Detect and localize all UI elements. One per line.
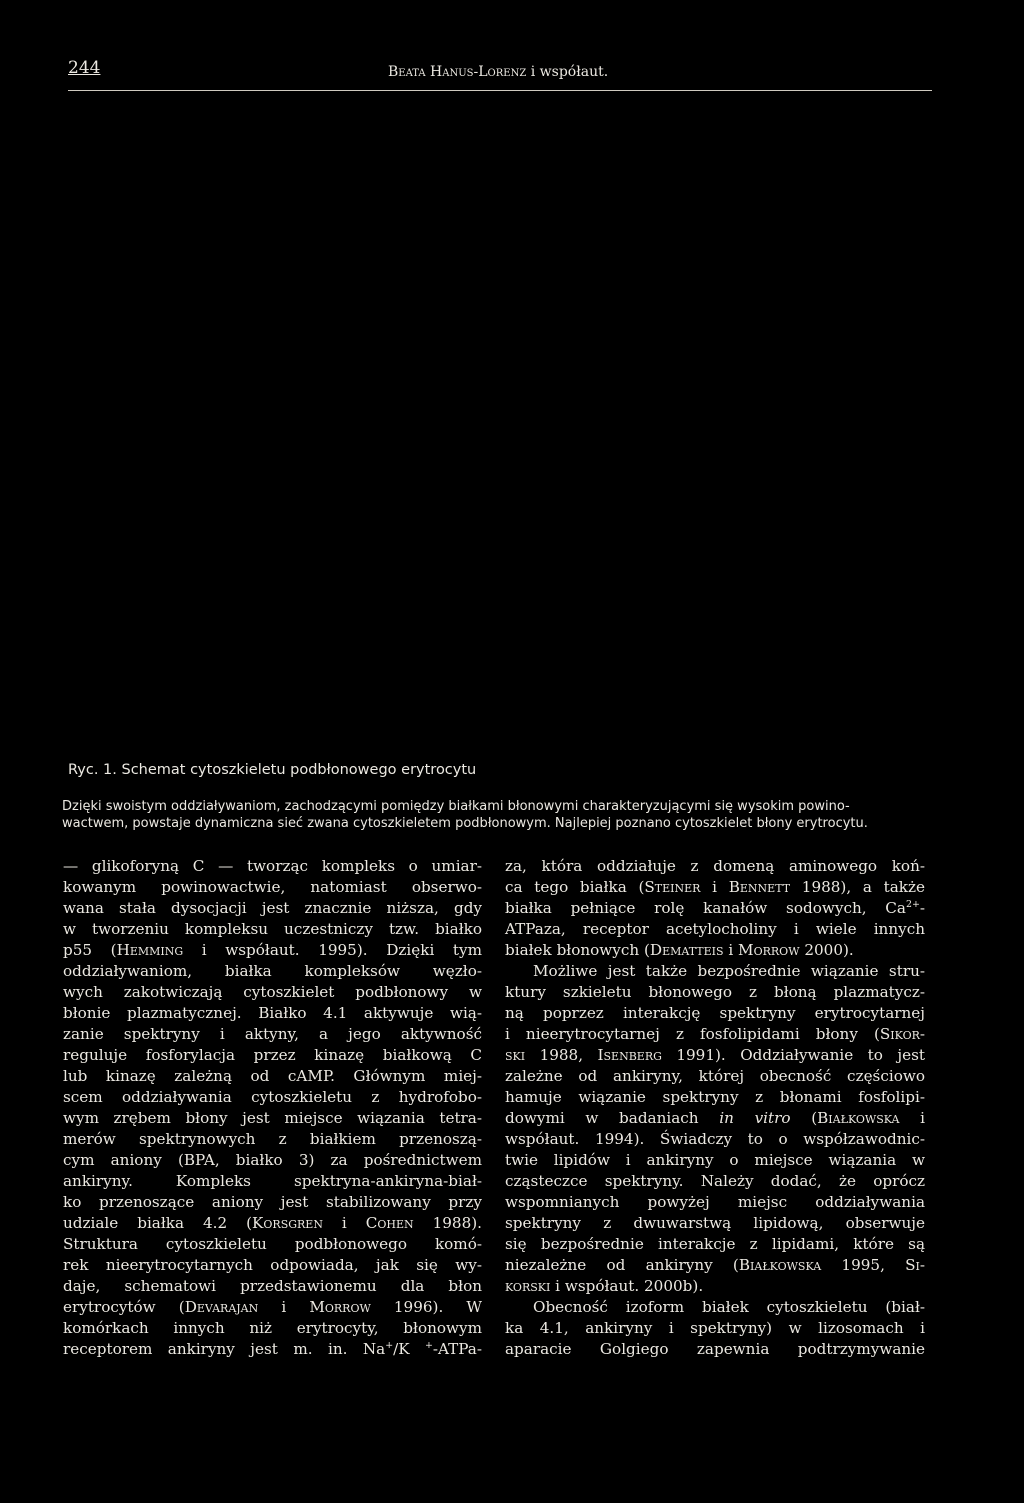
text-line: wspomnianych powyżej miejsc oddziaływania	[505, 1193, 925, 1211]
text-line: lub kinazę zależną od cAMP. Głównym miej-	[63, 1067, 482, 1085]
text-line: daje, schematowi przedstawionemu dla błon	[63, 1277, 482, 1295]
text-line: wana stała dysocjacji jest znacznie niższa, gdy	[63, 899, 482, 917]
text-fragment: i	[723, 941, 739, 959]
running-head-tail: i współaut.	[526, 64, 609, 80]
text-line: cząsteczce spektryny. Należy dodać, że oprócz	[505, 1172, 925, 1190]
citation-author: Isenberg	[597, 1046, 662, 1064]
text-fragment: białka pełniące rolę kanałów sodowych, Ca	[505, 899, 906, 917]
text-fragment: niezależne od ankiryny (	[505, 1256, 739, 1274]
text-line: współaut. 1994). Świadczy to o współzawodnic-	[505, 1130, 925, 1148]
citation-author: Morrow	[309, 1298, 371, 1316]
citation-author: Korsgren	[252, 1214, 323, 1232]
running-head	[388, 64, 608, 80]
citation-author: Sikor-	[879, 1025, 925, 1043]
superscript: +	[424, 1339, 433, 1351]
text-line	[63, 1339, 482, 1360]
text-line: komórkach innych niż erytrocyty, błonowym	[63, 1319, 482, 1337]
citation-author: korski	[505, 1277, 551, 1295]
header-rule	[68, 90, 932, 91]
text-fragment: 2000).	[799, 941, 854, 959]
text-line: cym aniony (BPA, białko 3) za pośrednictwem	[63, 1151, 482, 1169]
text-fragment: -	[919, 899, 925, 917]
text-fragment: 1988,	[525, 1046, 598, 1064]
text-fragment: erytrocytów (	[63, 1298, 185, 1316]
citation-author: Białkowska	[738, 1256, 822, 1274]
text-line: ka 4.1, ankiryny i spektryny) w lizosomach i	[505, 1319, 925, 1337]
figure-description-line: Dzięki swoistym oddziaływaniom, zachodzącymi pomiędzy białkami błonowymi charakteryzującymi się wysokim powino-	[62, 799, 850, 814]
superscript: 2+	[905, 898, 920, 910]
text-line: zależne od ankiryny, której obecność częściowo	[505, 1067, 925, 1085]
citation-author: Białkowska	[817, 1109, 900, 1127]
citation-author: Hemming	[116, 941, 184, 959]
text-line: ną poprzez interakcję spektryny erytrocytarnej	[505, 1004, 925, 1022]
text-fragment: 1996). W	[370, 1298, 483, 1316]
text-fragment: i	[700, 878, 729, 896]
text-line: wym zrębem błony jest miejsce wiązania tetra-	[63, 1109, 482, 1127]
figure-description-line: wactwem, powstaje dynamiczna sieć zwana cytoszkieletem podbłonowym. Najlepiej poznano cytoszkielet błony erytrocytu.	[62, 816, 868, 831]
text-fragment: białek błonowych (	[505, 941, 650, 959]
text-line: Obecność izoform białek cytoszkieletu (biał-	[533, 1298, 925, 1316]
text-line: kowanym powinowactwie, natomiast obserwo-	[63, 878, 482, 896]
text-fragment: udziale białka 4.2 (	[63, 1214, 253, 1232]
text-line	[63, 1213, 482, 1234]
text-fragment: 1995,	[821, 1256, 906, 1274]
text-column-left	[63, 856, 482, 1360]
text-fragment: ca tego białka (	[505, 878, 645, 896]
text-fragment: -ATPa-	[432, 1340, 482, 1358]
text-line	[63, 940, 482, 961]
text-column-right	[505, 856, 925, 1360]
text-line: błonie plazmatycznej. Białko 4.1 aktywuje wią-	[63, 1004, 482, 1022]
text-line: ktury szkieletu błonowego z błoną plazmatycz-	[505, 983, 925, 1001]
figure-caption: Ryc. 1. Schemat cytoszkieletu podbłonowego erytrocytu	[68, 762, 477, 778]
text-fragment: (	[790, 1109, 818, 1127]
text-line: Struktura cytoszkieletu podbłonowego komó-	[63, 1235, 482, 1253]
text-line: merów spektrynowych z białkiem przenoszą-	[63, 1130, 482, 1148]
running-head-authors: Beata Hanus-Lorenz	[388, 64, 527, 80]
text-line	[505, 1255, 925, 1276]
citation-author: Cohen	[365, 1214, 414, 1232]
text-line: wych zakotwiczają cytoszkielet podbłonowy w	[63, 983, 482, 1001]
text-line	[63, 1297, 482, 1318]
text-line: twie lipidów i ankiryny o miejsce wiązania w	[505, 1151, 925, 1169]
text-fragment: i	[258, 1298, 310, 1316]
text-line: ATPaza, receptor acetylocholiny i wiele innych	[505, 920, 925, 938]
text-line	[505, 1045, 925, 1066]
text-line	[505, 1108, 925, 1129]
citation-author: Devarajan	[184, 1298, 259, 1316]
text-fragment: i nieerytrocytarnej z fosfolipidami błony (	[505, 1025, 880, 1043]
citation-author: Si-	[905, 1256, 926, 1274]
text-line: rek nieerytrocytarnych odpowiada, jak się wy-	[63, 1256, 482, 1274]
text-fragment: i współaut. 1995). Dzięki tym	[183, 941, 482, 959]
citation-author: ski	[505, 1046, 526, 1064]
page-header	[68, 58, 932, 94]
text-fragment: 1988).	[413, 1214, 483, 1232]
text-line: hamuje wiązanie spektryny z błonami fosfolipi-	[505, 1088, 925, 1106]
text-fragment: 1991). Oddziaływanie to jest	[661, 1046, 925, 1064]
superscript: +	[385, 1339, 394, 1351]
text-line: zanie spektryny i aktyny, a jego aktywność	[63, 1025, 482, 1043]
text-line: spektryny z dwuwarstwą lipidową, obserwuje	[505, 1214, 925, 1232]
citation-author: Bennett	[728, 878, 791, 896]
text-line: za, która oddziałuje z domeną aminowego koń-	[505, 857, 925, 875]
italic-term: in vitro	[719, 1109, 791, 1127]
text-line	[505, 1024, 925, 1045]
text-line	[505, 877, 925, 898]
text-line	[505, 898, 925, 919]
text-line: ko przenoszące aniony jest stabilizowany przy	[63, 1193, 482, 1211]
page-number: 244	[68, 58, 101, 78]
text-fragment: dowymi w badaniach	[505, 1109, 720, 1127]
figure-description	[62, 798, 932, 832]
text-line: oddziaływaniom, białka kompleksów węzło-	[63, 962, 482, 980]
text-line	[505, 940, 925, 961]
text-fragment: i współaut. 2000b).	[550, 1277, 704, 1295]
text-fragment: p55 (	[63, 941, 117, 959]
text-fragment: i	[899, 1109, 925, 1127]
text-line: w tworzeniu kompleksu uczestniczy tzw. białko	[63, 920, 482, 938]
citation-author: Morrow	[738, 941, 800, 959]
citation-author: Dematteis	[649, 941, 724, 959]
text-line: Możliwe jest także bezpośrednie wiązanie stru-	[533, 962, 925, 980]
citation-author: Steiner	[644, 878, 701, 896]
text-line: aparacie Golgiego zapewnia podtrzymywanie	[505, 1340, 925, 1358]
text-line: — glikoforyną C — tworząc kompleks o umiar-	[63, 857, 482, 875]
text-line: się bezpośrednie interakcje z lipidami, które są	[505, 1235, 925, 1253]
text-fragment: 1988), a także	[790, 878, 926, 896]
text-line	[505, 1276, 925, 1297]
text-fragment: i	[322, 1214, 366, 1232]
text-line: reguluje fosforylacja przez kinazę białkową C	[63, 1046, 482, 1064]
text-line: scem oddziaływania cytoszkieletu z hydrofobo-	[63, 1088, 482, 1106]
text-fragment: receptorem ankiryny jest m. in. Na	[63, 1340, 386, 1358]
text-line: ankiryny. Kompleks spektryna-ankiryna-biał-	[63, 1172, 482, 1190]
text-fragment: /K	[393, 1340, 425, 1358]
